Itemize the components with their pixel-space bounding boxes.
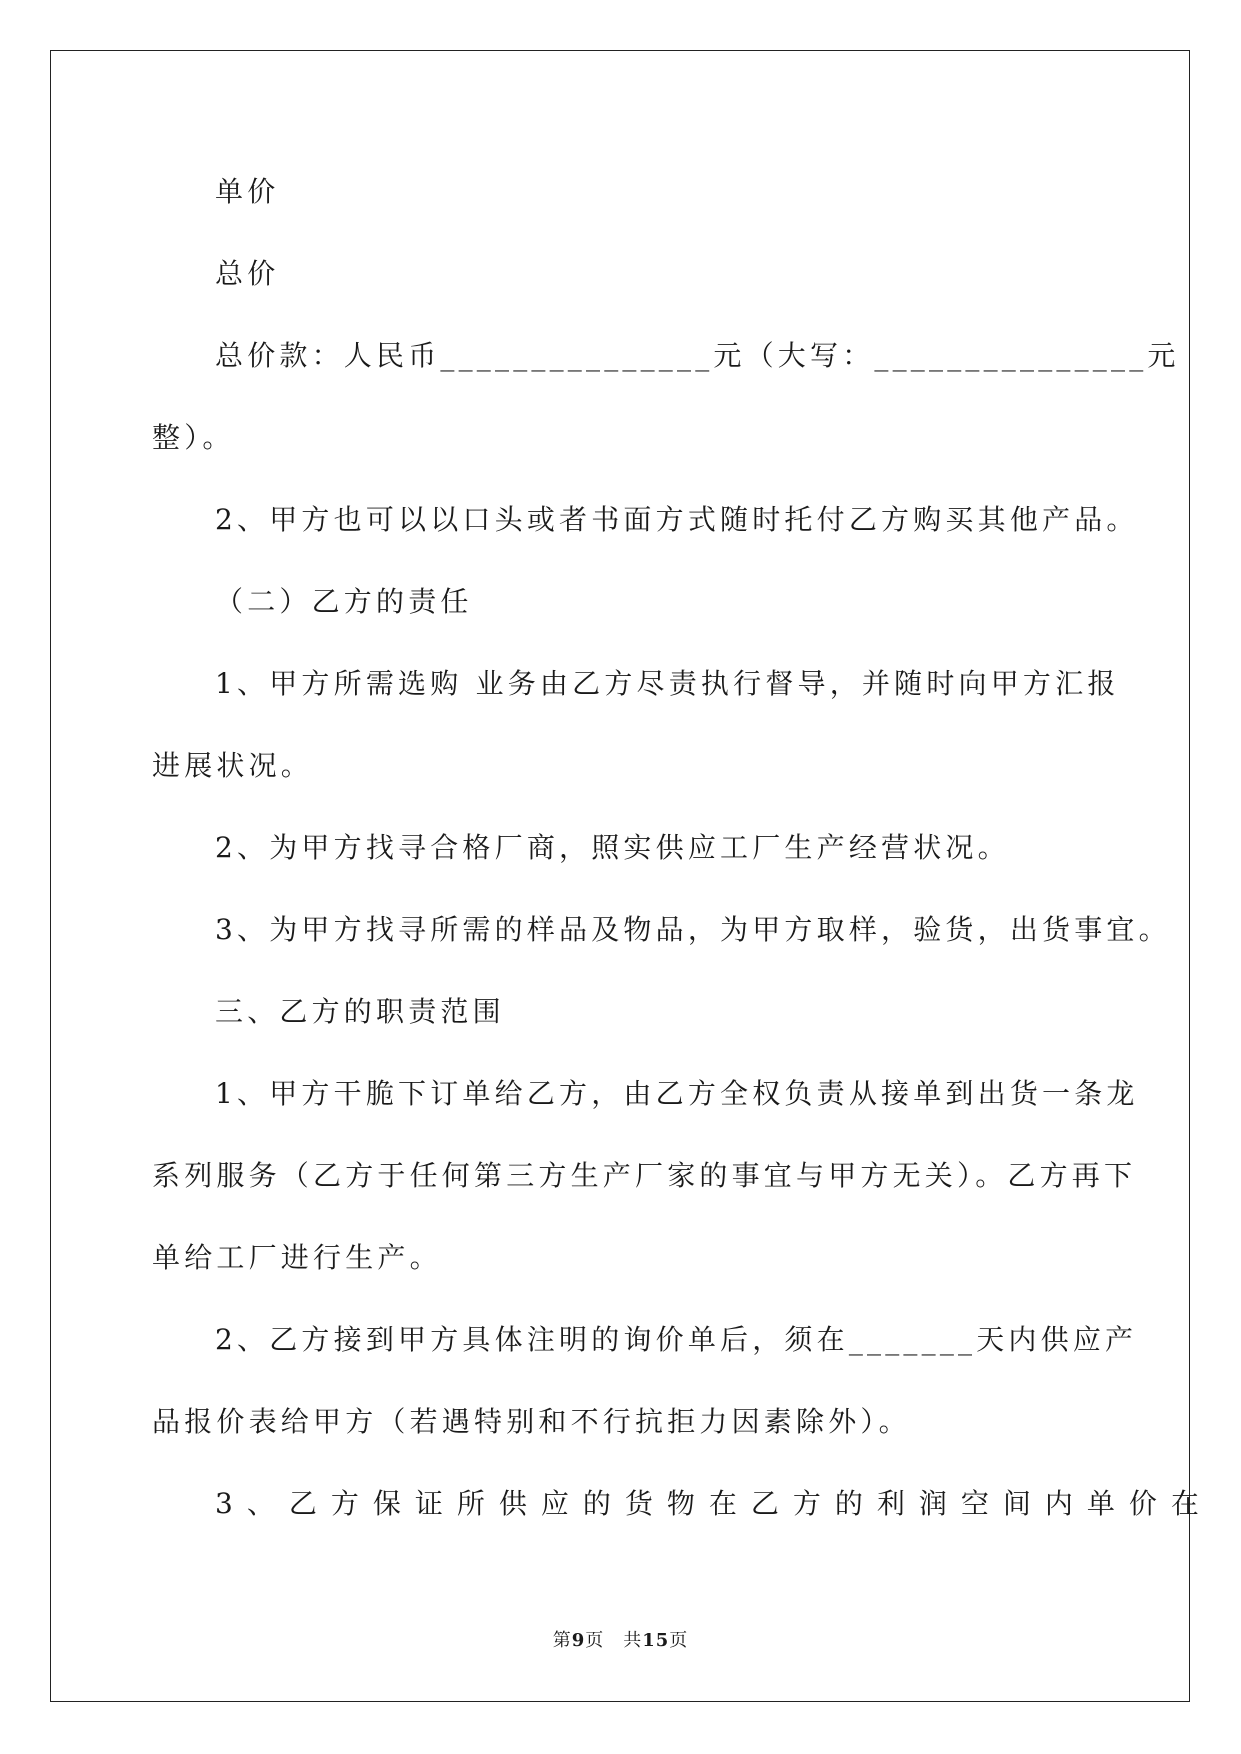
text-line: 总价款：人民币_______________元（大写：_______________元 — [215, 339, 1180, 372]
total-pages: 15 — [642, 1630, 670, 1651]
text-line: 品报价表给甲方（若遇特别和不行抗拒力因素除外）。 — [152, 1405, 911, 1438]
text-line: 单价 — [215, 175, 280, 208]
footer-suffix: 页 — [669, 1630, 689, 1651]
footer-mid: 页 共 — [585, 1630, 643, 1651]
text-line: 1、甲方所需选购 业务由乙方尽责执行督导，并随时向甲方汇报 — [215, 667, 1120, 700]
text-line: 单给工厂进行生产。 — [152, 1241, 442, 1274]
text-line: 系列服务（乙方于任何第三方生产厂家的事宜与甲方无关）。乙方再下 — [152, 1159, 1137, 1192]
page-footer — [0, 1626, 1241, 1652]
section-heading: 三、乙方的职责范围 — [215, 995, 505, 1028]
section-heading: （二）乙方的责任 — [215, 585, 473, 618]
page-border — [50, 50, 1190, 1702]
text-line: 总价 — [215, 257, 280, 290]
footer-prefix: 第 — [552, 1630, 572, 1651]
text-line: 2、甲方也可以以口头或者书面方式随时托付乙方购买其他产品。 — [215, 503, 1139, 536]
text-line: 进展状况。 — [152, 749, 314, 782]
text-line: 3、乙方保证所供应的货物在乙方的利润空间内单价在 — [215, 1487, 1213, 1520]
page-number: 9 — [571, 1630, 586, 1651]
text-line: 2、为甲方找寻合格厂商，照实供应工厂生产经营状况。 — [215, 831, 1010, 864]
text-line: 3、为甲方找寻所需的样品及物品，为甲方取样，验货，出货事宜。 — [215, 913, 1171, 946]
text-line: 整）。 — [152, 421, 235, 454]
text-line: 1、甲方干脆下订单给乙方，由乙方全权负责从接单到出货一条龙 — [215, 1077, 1139, 1110]
text-line: 2、乙方接到甲方具体注明的询价单后，须在_______天内供应产 — [215, 1323, 1138, 1356]
